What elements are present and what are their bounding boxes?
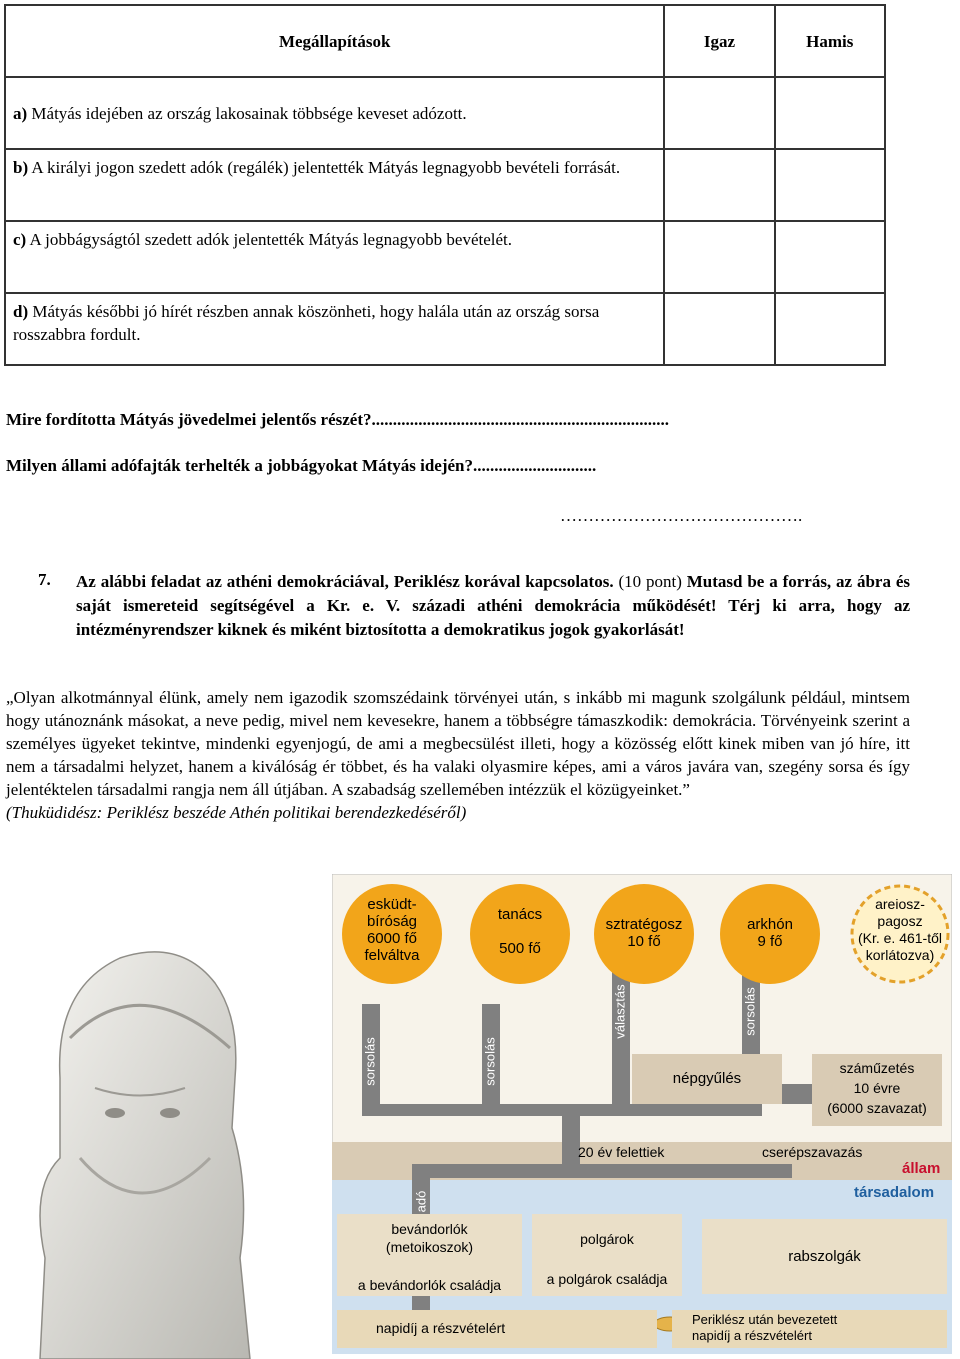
statement-b: b) A királyi jogon szedett adók (regálék) jelentették Mátyás legnagyobb bevételi forrását. bbox=[5, 149, 664, 221]
label-sorsolas-1: sorsolás bbox=[362, 1037, 378, 1086]
state-label: állam bbox=[902, 1160, 941, 1177]
true-cell-d[interactable] bbox=[664, 293, 774, 365]
question-2: Milyen állami adófajták terhelték a jobbágyokat Mátyás idején?............................. bbox=[6, 456, 597, 475]
quote-source: (Thuküdidész: Periklész beszéde Athén politikai berendezkedéséről) bbox=[6, 803, 467, 822]
ostracism-box: száműzetés 10 évre (6000 szavazat) bbox=[827, 1060, 927, 1116]
task-text: Az alábbi feladat az athéni demokráciával, Periklész korával kapcsolatos. (10 pont) Mutasd be a forrás, az ábra és saját ismereteid segítségével a Kr. e. V. századi athéni demokrácia működését! Térj ki arra, hogy az intézményrendszer kiknek és miként biztosította a demokratikus jogok gyakorlását! bbox=[76, 572, 910, 639]
jury-court-circle: esküdt- bíróság 6000 fő felváltva bbox=[364, 896, 420, 964]
question-1: Mire fordította Mátyás jövedelmei jelentős részét?...................................................................... bbox=[6, 410, 670, 429]
strategos-circle: sztratégosz 10 fő bbox=[605, 916, 683, 950]
slaves-box: rabszolgák bbox=[788, 1248, 861, 1265]
label-sorsolas-3: sorsolás bbox=[742, 987, 758, 1036]
metics-box: bevándorlók (metoikoszok) a bevándorlók családja bbox=[357, 1221, 502, 1293]
athenian-democracy-diagram bbox=[332, 874, 952, 1354]
header-false: Hamis bbox=[775, 5, 885, 77]
header-statements: Megállapítások bbox=[5, 5, 664, 77]
false-cell-c[interactable] bbox=[775, 221, 885, 293]
over-20-label: 20 év felettiek bbox=[578, 1144, 665, 1160]
false-cell-b[interactable] bbox=[775, 149, 885, 221]
label-sorsolas-2: sorsolás bbox=[482, 1037, 498, 1086]
areopagus-circle: areiosz- pagosz (Kr. e. 461-től korlátozva) bbox=[857, 896, 943, 963]
true-false-table bbox=[4, 4, 886, 366]
pericles-bust-image bbox=[0, 928, 330, 1359]
label-ado: adó bbox=[413, 1190, 429, 1213]
council-circle: tanács 500 fő bbox=[497, 906, 543, 957]
legend-pericles-pay: Periklész után bevezetett napidíj a részvételért bbox=[692, 1312, 838, 1343]
statement-c: c) A jobbágyságtól szedett adók jelentették Mátyás legnagyobb bevételét. bbox=[5, 221, 664, 293]
statement-a: a) Mátyás idejében az ország lakosainak többsége keveset adózott. bbox=[5, 77, 664, 149]
false-cell-d[interactable] bbox=[775, 293, 885, 365]
answer-dots: ……………………………………. bbox=[560, 506, 803, 525]
legend-daily-pay: napidíj a részvételért bbox=[376, 1320, 506, 1336]
pottery-vote-label: cserépszavazás bbox=[762, 1144, 863, 1160]
archon-circle: arkhón 9 fő bbox=[747, 916, 793, 950]
task-number: 7. bbox=[38, 570, 51, 589]
false-cell-a[interactable] bbox=[775, 77, 885, 149]
source-quote: „Olyan alkotmánnyal élünk, amely nem igazodik szomszédaink törvényei után, s inkább mi magunk szolgálunk például, mintsem hogy utánoznánk másokat, a neve pedig, mivel nem kevesekre, hanem a többségre támaszkodik: demokrácia. Törvényeink szerint a személyes ügyeket tekintve, mindenki egyenjogú, de ami a megbecsülést illeti, hogy a közösség előtt kinek miben van jó híre, itt nem a társadalmi helyzet, hanem a kiválóság ér többet, és ha valaki olyasmire képes, ami a város javára van, szegény sorsa és így jelentéktelen társadalmi rangja nem áll útjában. A szabadság szellemében intézzük el közügyeinket.” (Thuküdidész: Periklész beszéde Athén politikai berendezkedéséről) bbox=[6, 688, 910, 822]
header-true: Igaz bbox=[664, 5, 774, 77]
statement-d: d) Mátyás későbbi jó hírét részben annak köszönheti, hogy halála után az ország sorsa rosszabbra fordult. bbox=[5, 293, 664, 365]
label-valasztas: választás bbox=[612, 984, 628, 1039]
true-cell-b[interactable] bbox=[664, 149, 774, 221]
true-cell-c[interactable] bbox=[664, 221, 774, 293]
assembly-box: népgyűlés bbox=[672, 1070, 742, 1087]
true-cell-a[interactable] bbox=[664, 77, 774, 149]
citizens-box: polgárok a polgárok családja bbox=[546, 1231, 668, 1287]
society-label: társadalom bbox=[854, 1184, 935, 1201]
